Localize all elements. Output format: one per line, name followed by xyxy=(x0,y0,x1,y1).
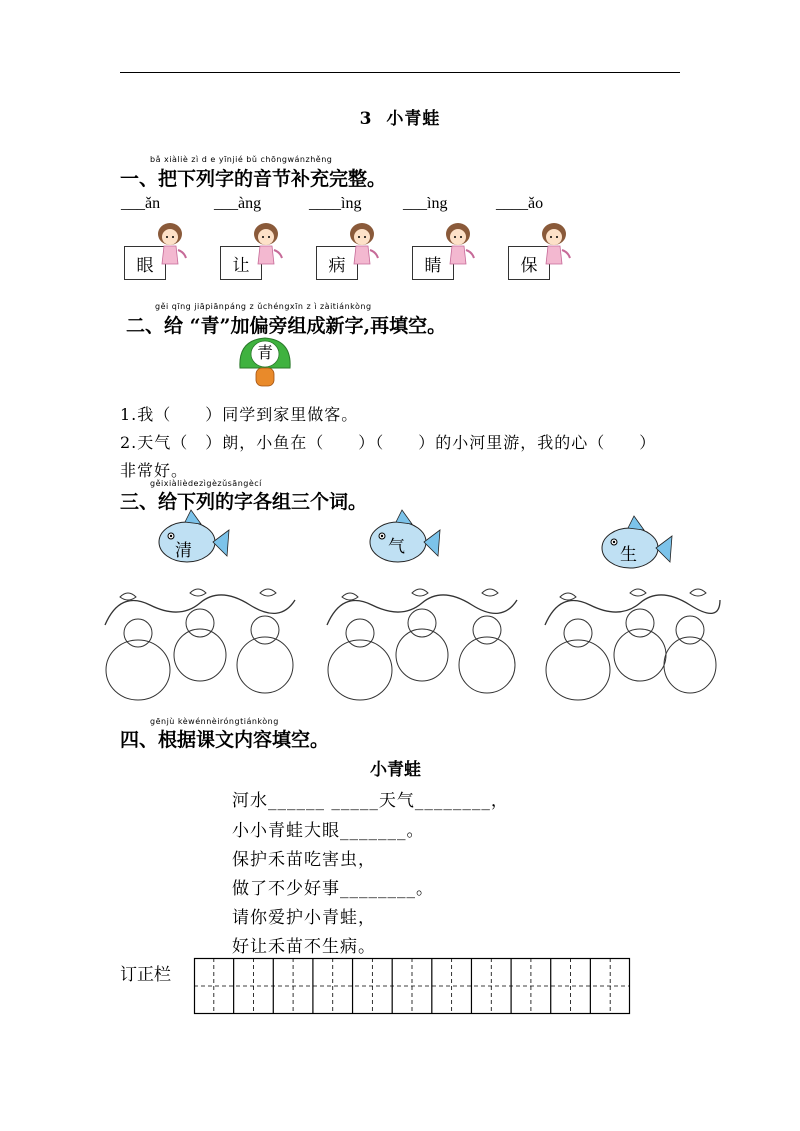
fish-char: 生 xyxy=(620,545,637,565)
fish-card-3 xyxy=(598,514,674,574)
correction-label: 订正栏 xyxy=(120,965,171,985)
mushroom-char: 青 xyxy=(256,343,273,362)
gourd-shape-5[interactable] xyxy=(396,609,448,681)
section3-heading: 三、给下列的字各组三个词。 xyxy=(120,491,368,513)
poem-title: 小青蛙 xyxy=(370,760,421,780)
poem-line-2[interactable]: 小小青蛙大眼_______。 xyxy=(232,821,425,841)
char-box: 保 xyxy=(508,246,550,280)
gourd-shape-8[interactable] xyxy=(614,609,666,681)
section4-heading: 四、根据课文内容填空。 xyxy=(120,729,330,751)
girl-icon xyxy=(536,220,572,268)
fill-sentence-2-cont: 非常好。 xyxy=(120,461,189,480)
fill-sentence-1[interactable]: 1.我（ ）同学到家里做客。 xyxy=(120,405,359,424)
char-box: 睛 xyxy=(412,246,454,280)
poem-line-1[interactable]: 河水______ _____天气________， xyxy=(232,791,509,811)
gourd-shape-7[interactable] xyxy=(546,619,610,700)
girl-icon xyxy=(152,220,188,268)
section1-heading: 一、把下列字的音节补充完整。 xyxy=(120,168,387,190)
fish-card-1 xyxy=(155,508,231,568)
gourd-shape-6[interactable] xyxy=(459,616,515,693)
gourd-group-3 xyxy=(540,585,740,705)
fill-sentence-2[interactable]: 2.天气（ ）朗，小鱼在（ ）（ ）的小河里游，我的心（ ） xyxy=(120,433,657,452)
poem-line-6: 好让禾苗不生病。 xyxy=(232,937,376,957)
section2-heading: 二、给 “青”加偏旁组成新字,再填空。 xyxy=(126,315,447,337)
top-rule xyxy=(120,72,680,73)
section4-pinyin: gēnjù kèwénnèiróngtiánkòng xyxy=(150,717,279,726)
girl-icon xyxy=(440,220,476,268)
section1-pinyin: bǎ xiàliè zì d e yīnjié bǔ chōngwánzhěng xyxy=(150,155,333,164)
fish-char: 气 xyxy=(388,537,405,557)
char-box: 让 xyxy=(220,246,262,280)
pinyin-blank-2[interactable]: ___àng xyxy=(214,195,262,212)
gourd-group-2 xyxy=(322,585,522,705)
correction-grid[interactable] xyxy=(194,958,630,1014)
poem-line-4[interactable]: 做了不少好事________。 xyxy=(232,879,434,899)
char-box: 眼 xyxy=(124,246,166,280)
pinyin-blank-5[interactable]: ____ǎo xyxy=(496,195,544,212)
pinyin-blank-4[interactable]: ___ìng xyxy=(403,195,448,212)
page-title: 3 小青蛙 xyxy=(359,109,441,129)
fish-icon xyxy=(155,508,231,568)
char-box: 病 xyxy=(316,246,358,280)
section3-pinyin: gěixiàlièdezìgèzǔsāngècí xyxy=(150,479,262,488)
fish-card-2 xyxy=(366,508,442,568)
gourd-shape-4[interactable] xyxy=(328,619,392,700)
gourd-shape-2[interactable] xyxy=(174,609,226,681)
gourd-shape-1[interactable] xyxy=(106,619,170,700)
poem-line-3: 保护禾苗吃害虫， xyxy=(232,850,376,870)
section2-pinyin: gěi qīng jiāpiānpáng z ǔchéngxīn z ì zàitiánkòng xyxy=(155,302,372,311)
girl-icon xyxy=(344,220,380,268)
pinyin-blank-1[interactable]: ___ǎn xyxy=(121,195,161,212)
poem-line-5: 请你爱护小青蛙， xyxy=(232,908,376,928)
pinyin-blank-3[interactable]: ____ìng xyxy=(309,195,362,212)
gourd-shape-9[interactable] xyxy=(664,616,716,693)
fish-char: 清 xyxy=(175,541,192,561)
girl-icon xyxy=(248,220,284,268)
gourd-group-1 xyxy=(100,585,300,705)
gourd-shape-3[interactable] xyxy=(237,616,293,693)
mushroom-card xyxy=(236,334,294,388)
